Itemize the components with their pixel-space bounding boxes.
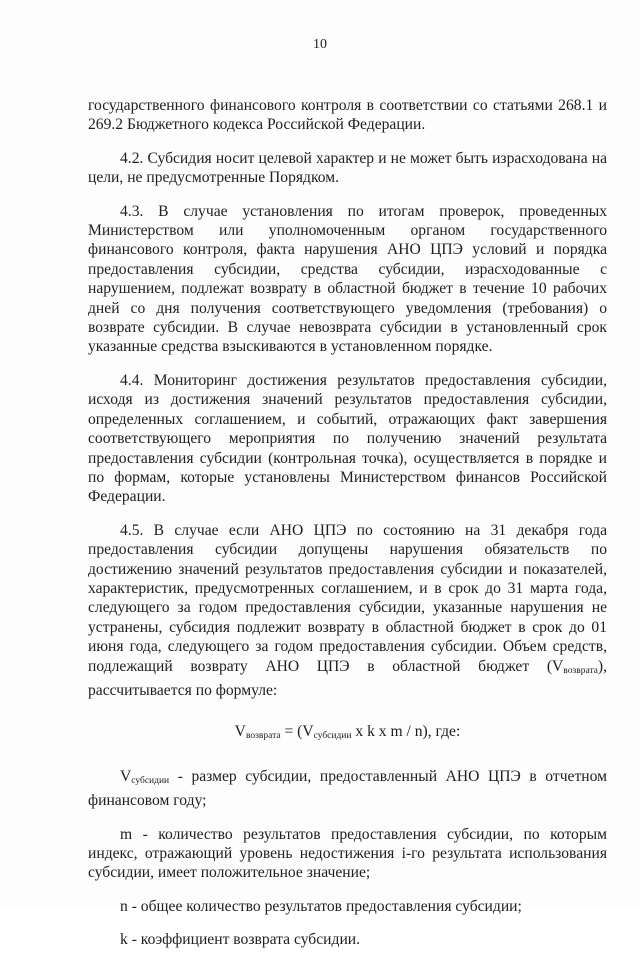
definition-v-text: - размер субсидии, предоставленный АНО ЦПЭ в отчетном финансовом году; [88,767,607,810]
paragraph-continuation: государственного финансового контроля в соответствии со статьями 268.1 и 269.2 Бюджетного кодекса Российской Федерации. [88,97,607,134]
paragraph-4-5-text: 4.5. В случае если АНО ЦПЭ по состоянию на 31 декабря года предоставления субсидии допущены нарушения обязательств по достижению значений результатов предоставления субсидии и показателей, характеристик, предусмотренных соглашением, и в срок до 31 марта года, следующего за годом предоставления субсидии, указанные нарушения не устранены, субсидия подлежит возврату в областной бюджет в срок до 01 июня года, следующего за годом предоставления субсидии. Объем средств, подлежащий возврату АНО ЦПЭ в областной бюджет (V [88,521,607,675]
paragraph-4-4: 4.4. Мониторинг достижения результатов предоставления субсидии, исходя из достижения значений результатов предоставления субсидии, определенных соглашением, и событий, отражающих факт завершения соответствующего мероприятия по получению значений результата предоставления субсидии (контрольная точка), осуществляется в порядке и по формам, которые установлены Министерством финансов Российской Федерации. [88,371,607,506]
formula-sub-return: возврата [245,731,281,742]
paragraph-4-3: 4.3. В случае установления по итогам проверок, проведенных Министерством или уполномоченным органом государственного финансового контроля, факта нарушения АНО ЦПЭ условий и порядка предоставления субсидии, средства субсидии, израсходованные с нарушением, подлежат возврату в областной бюджет в течение 10 рабочих дней со дня получения соответствующего уведомления (требования) о возврате субсидии. В случае невозврата субсидии в установленный срок указанные средства взыскиваются в установленном порядке. [88,202,607,356]
definition-n: n - общее количество результатов предоставления субсидии; [120,897,522,915]
definition-k: k - коэффициент возврата субсидии. [120,931,361,949]
paragraph-4-2: 4.2. Субсидия носит целевой характер и не может быть израсходована на цели, не предусмотренные Порядком. [88,149,607,187]
subscript-return: возврата [563,665,598,676]
definition-v-subsidy [88,767,607,811]
formula-middle: = (V [280,723,314,741]
paragraph-4-5 [88,521,607,701]
return-formula [88,722,607,746]
formula-sub-subsidy: субсидии [313,731,352,742]
definition-sub-subsidy: субсидии [131,775,170,786]
formula-v: V [234,723,246,741]
page-number: 10 [313,37,327,52]
formula-tail: x k x m / n), где: [351,723,461,741]
paragraph-4-5-end: ), рассчитывается по формуле: [88,657,607,699]
definition-v: V [120,767,132,785]
definition-m: m - количество результатов предоставления субсидии, по которым индекс, отражающий уровень недостижения i-го результата использования субсидии, имеет положительное значение; [88,825,607,882]
document-body [88,96,607,964]
